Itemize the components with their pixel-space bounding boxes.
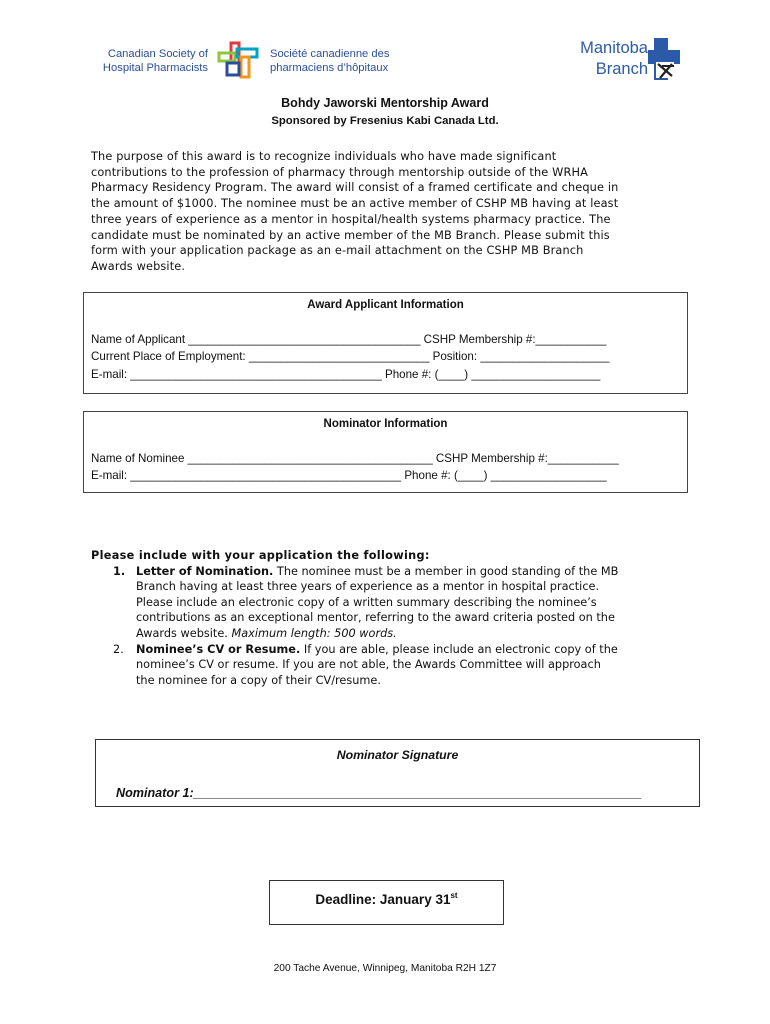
purpose-line: candidate must be nominated by an active member of the MB Branch. Please submit this	[91, 228, 610, 242]
max-length-note: Maximum length: 500 words.	[231, 626, 397, 640]
signature-box	[95, 739, 700, 807]
applicant-employment-position-field[interactable]: Current Place of Employment: ____________________________ Position: ____________________	[91, 350, 610, 363]
list-text: the nominee for a copy of their CV/resume.	[136, 673, 381, 687]
list-text: Please include an electronic copy of a written summary describing the nominee’s	[136, 595, 597, 609]
branch-line-1: Manitoba	[580, 39, 648, 57]
cshp-en-line-2: Hospital Pharmacists	[102, 62, 208, 74]
manitoba-cross-logo-icon	[648, 36, 682, 82]
purpose-line: Awards website.	[91, 259, 186, 273]
deadline-text	[270, 891, 503, 907]
nominator-signature-field[interactable]: Nominator 1:________________________________________________________________	[116, 786, 642, 800]
list-text: The nominee must be a member in good standing of the MB	[273, 564, 619, 578]
purpose-line: three years of experience as a mentor in hospital/health systems pharmacy practice. The	[91, 212, 611, 226]
nominator-info-box	[83, 411, 688, 493]
list-number: 2.	[113, 642, 124, 656]
nominator-email-phone-field[interactable]: E-mail: __________________________________________ Phone #: (____) __________________	[91, 469, 607, 482]
purpose-line: The purpose of this award is to recognize individuals who have made significant	[91, 150, 557, 163]
cv-resume-label: Nominee’s CV or Resume.	[136, 642, 301, 656]
cshp-en-line-1: Canadian Society of	[107, 48, 208, 60]
list-text: nominee’s CV or resume. If you are not able, the Awards Committee will approach	[136, 658, 601, 672]
award-title: Bohdy Jaworski Mentorship Award	[281, 96, 489, 110]
purpose-line: form with your application package as an e-mail attachment on the CSHP MB Branch	[91, 244, 584, 258]
cshp-fr-line-1: Société canadienne des	[270, 48, 390, 60]
applicant-email-phone-field[interactable]: E-mail: _______________________________________ Phone #: (____) ____________________	[91, 368, 601, 381]
cshp-name-english	[94, 47, 208, 75]
nominator-box-heading: Nominator Information	[323, 418, 448, 430]
branch-line-2: Branch	[595, 60, 648, 78]
nominee-name-membership-field[interactable]: Name of Nominee ______________________________________ CSHP Membership #:___________	[91, 452, 619, 465]
deadline-box	[269, 880, 504, 925]
letter-of-nomination-label: Letter of Nomination.	[136, 564, 274, 578]
purpose-line: contributions to the profession of pharmacy through mentorship outside of the WRHA	[91, 165, 588, 179]
footer-address: 200 Tache Avenue, Winnipeg, Manitoba R2H 1Z7	[273, 963, 497, 974]
list-text: contributions as an exceptional mentor, referring to the award criteria posted on the	[136, 611, 615, 625]
applicant-box-heading: Award Applicant Information	[307, 299, 464, 311]
cshp-cross-logo-icon	[215, 41, 263, 81]
purpose-paragraph	[91, 149, 681, 275]
award-sponsor: Sponsored by Fresenius Kabi Canada Ltd.	[271, 115, 499, 127]
purpose-line: Pharmacy Residency Program. The award will consist of a framed certificate and cheque in	[91, 181, 619, 195]
requirements-section	[91, 548, 691, 688]
requirements-heading: Please include with your application the following:	[91, 549, 430, 562]
requirement-item-2	[91, 642, 691, 689]
list-text: If you are able, please include an electronic copy of the	[300, 642, 618, 656]
list-text: Awards website.	[136, 626, 232, 640]
list-text: Branch having at least three years of experience as a mentor in hospital practice.	[136, 580, 600, 594]
purpose-line: the amount of $1000. The nominee must be an active member of CSHP MB having at least	[91, 197, 619, 211]
applicant-info-box	[83, 292, 688, 394]
requirement-item-1	[91, 564, 691, 642]
signature-heading: Nominator Signature	[336, 748, 459, 762]
cshp-fr-line-2: pharmaciens d’hôpitaux	[270, 62, 389, 74]
applicant-name-membership-field[interactable]: Name of Applicant ____________________________________ CSHP Membership #:___________	[91, 333, 607, 346]
deadline-suffix: st	[450, 891, 458, 900]
list-number: 1.	[113, 564, 126, 578]
branch-name	[560, 38, 648, 80]
deadline-label: Deadline: January 31	[315, 892, 451, 907]
cshp-name-french	[270, 47, 430, 75]
